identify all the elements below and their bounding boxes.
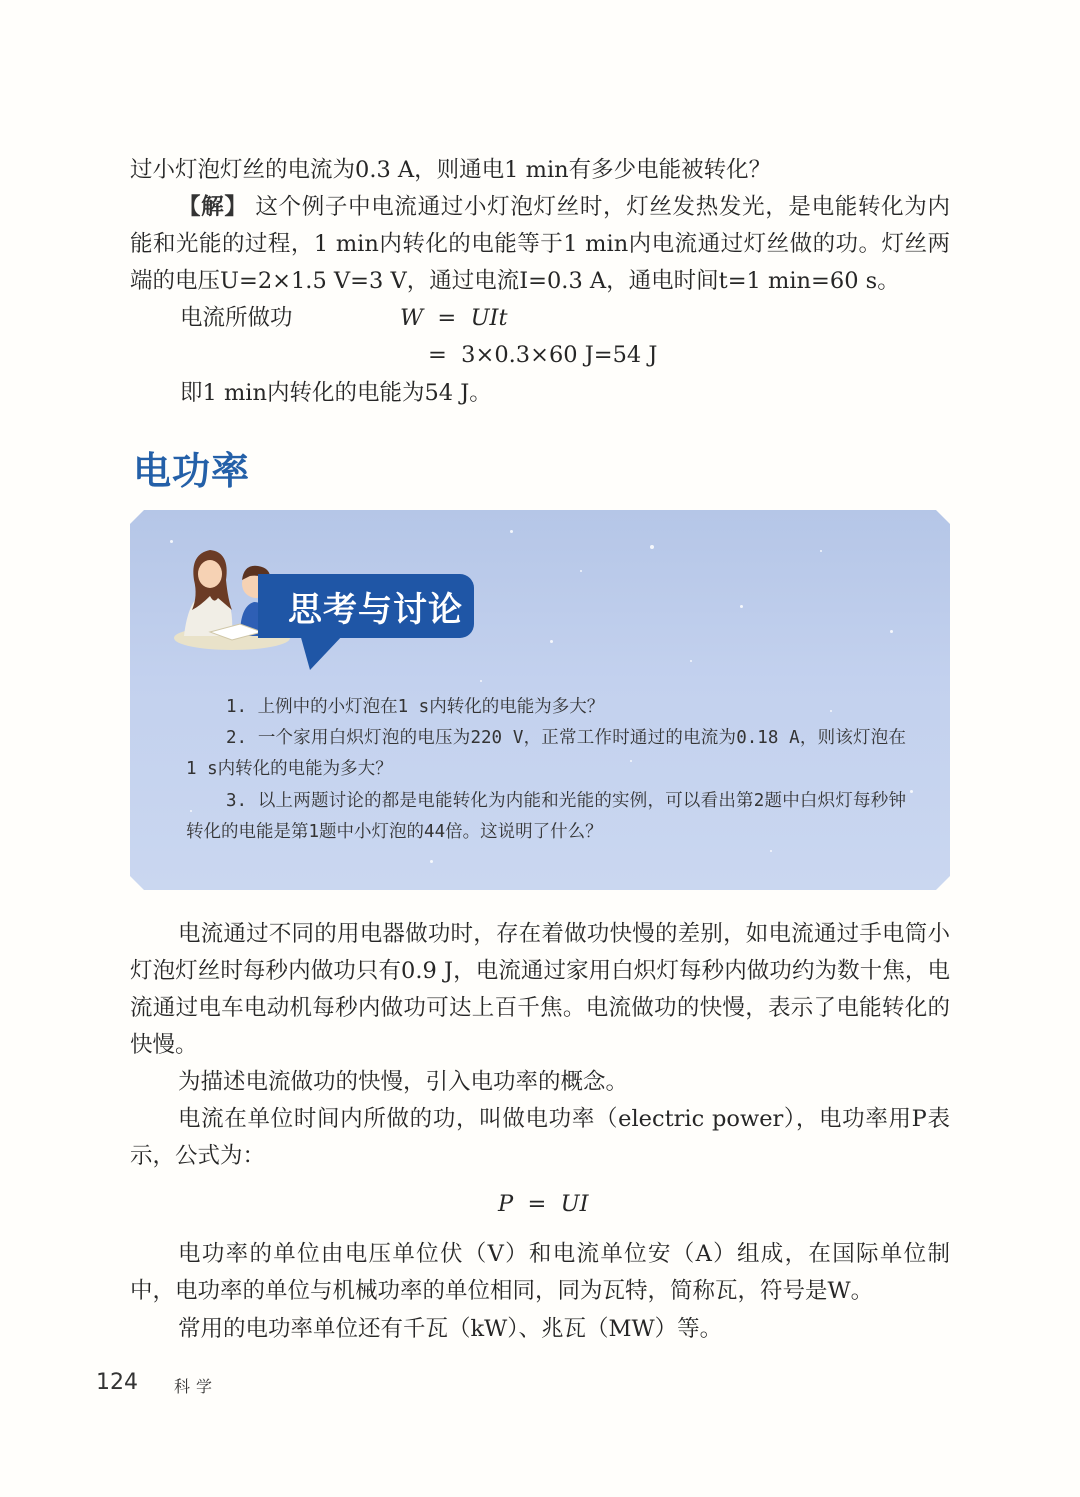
banner-pointer	[300, 634, 344, 670]
conclusion-line: 即1 min内转化的电能为54 J。	[180, 380, 492, 406]
section-title: 电功率	[133, 449, 251, 493]
question-1: 1. 上例中的小灯泡在1 s内转化的电能为多大？	[226, 697, 605, 717]
body-paragraph-3: 电流在单位时间内所做的功，叫做电功率（electric power），电功率用P表示，公式为：	[130, 1106, 950, 1169]
book-subject: 科学	[174, 1377, 219, 1396]
question-2: 2. 一个家用白炽灯泡的电压为220 V，正常工作时通过的电流为0.18 A，则该灯泡在1 s内转化的电能为多大？	[186, 728, 906, 779]
solution-text: 这个例子中电流通过小灯泡灯丝时，灯丝发热发光，是电能转化为内能和光能的过程，1 min内转化的电能等于1 min内电流通过灯丝做的功。灯丝两端的电压U=2×1.5 V=3 V，通过电流I=0.3 A，通电时间t=1 min=60 s。	[130, 194, 950, 294]
discussion-banner-title: 思考与讨论	[288, 590, 463, 630]
solution-tag: 【解】	[178, 194, 248, 220]
formula-calc: = 3×0.3×60 J=54 J	[428, 342, 658, 368]
body-paragraph-2: 为描述电流做功的快慢，引入电功率的概念。	[178, 1069, 629, 1095]
formula-label: 电流所做功	[180, 305, 293, 331]
page-number: 124	[96, 1370, 138, 1395]
problem-text-end: 过小灯泡灯丝的电流为0.3 A，则通电1 min有多少电能被转化？	[130, 157, 772, 183]
solution-paragraph	[130, 189, 950, 300]
power-formula: P = UI	[498, 1191, 589, 1217]
formula-work: W = UIt	[400, 305, 508, 331]
body-paragraph-1: 电流通过不同的用电器做功时，存在着做功快慢的差别，如电流通过手电筒小灯泡灯丝时每秒内做功只有0.9 J，电流通过家用白炽灯每秒内做功约为数十焦，电流通过电车电动机每秒内做功可达上百千焦。电流做功的快慢，表示了电能转化的快慢。	[130, 921, 950, 1058]
body-paragraph-4: 电功率的单位由电压单位伏（V）和电流单位安（A）组成，在国际单位制中，电功率的单位与机械功率的单位相同，同为瓦特，简称瓦，符号是W。	[130, 1241, 950, 1304]
question-3: 3. 以上两题讨论的都是电能转化为内能和光能的实例，可以看出第2题中白炽灯每秒钟转化的电能是第1题中小灯泡的44倍。这说明了什么？	[186, 791, 906, 842]
body-paragraph-5: 常用的电功率单位还有千瓦（kW）、兆瓦（MW）等。	[178, 1316, 723, 1342]
